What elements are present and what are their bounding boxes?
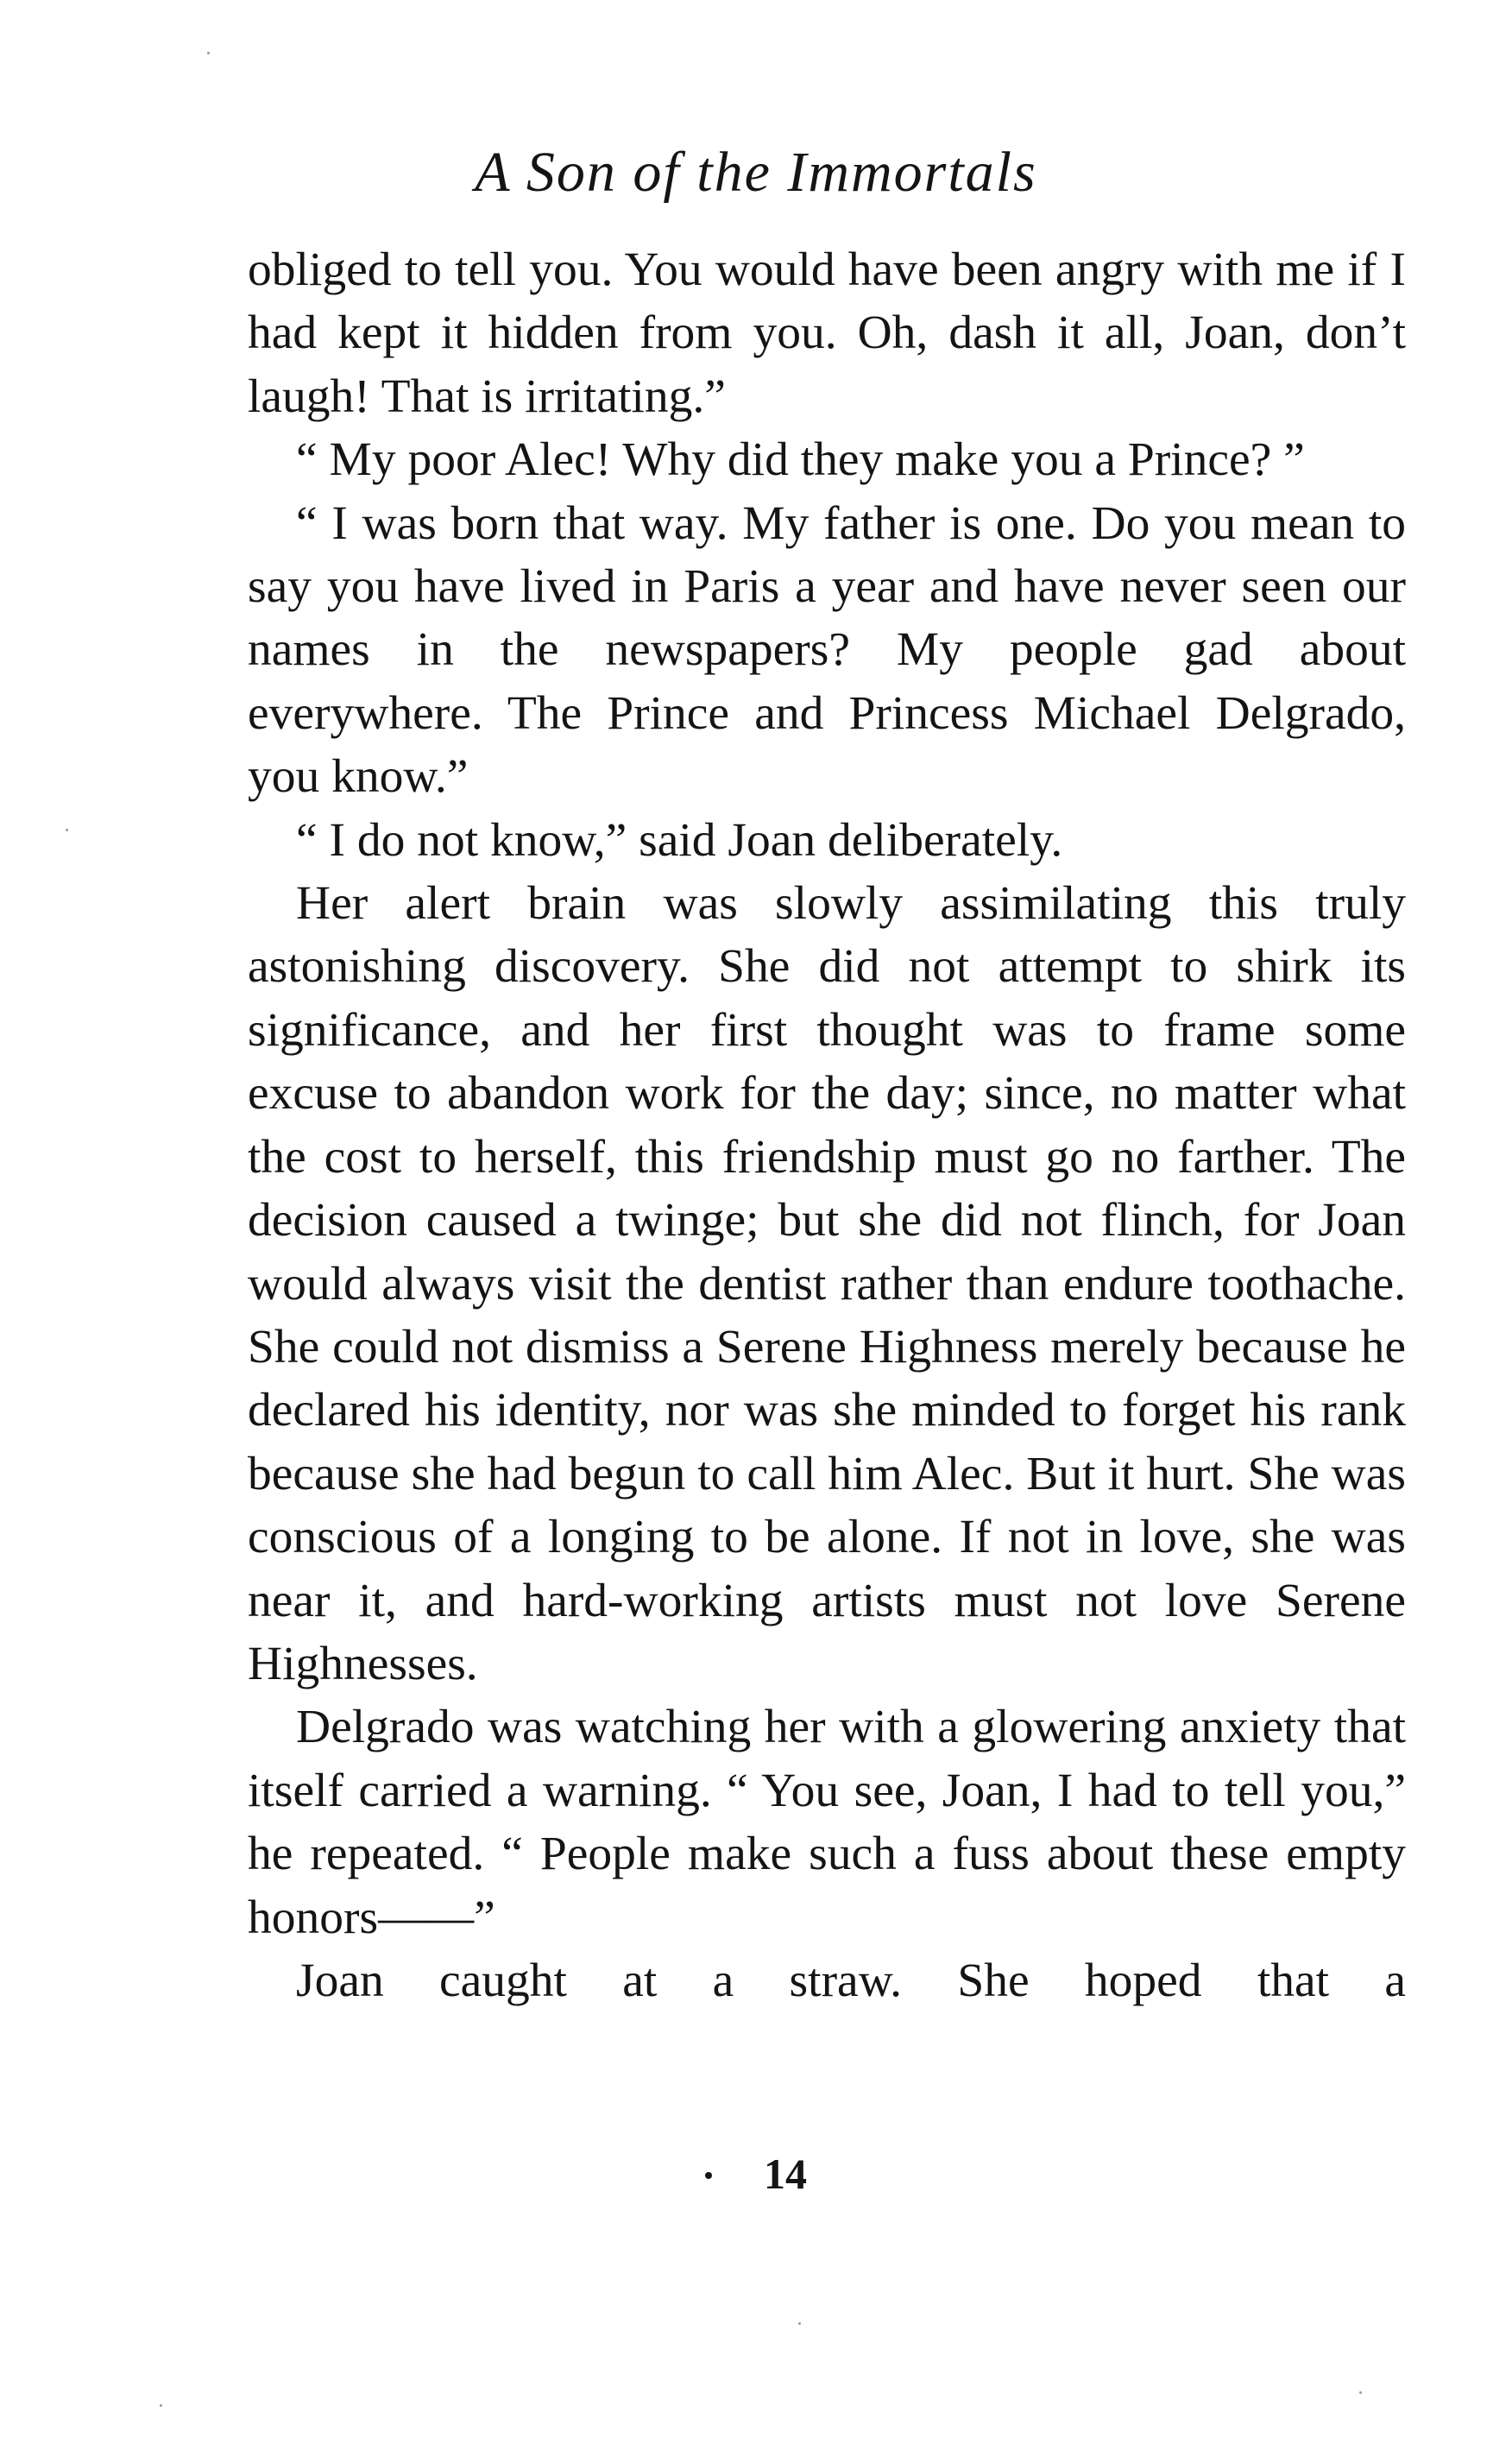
running-head: A Son of the Immortals (475, 141, 1037, 204)
paragraph-1: obliged to tell you. You would have been angry with me if I had kept it hidden from you. Oh, dash it all, Joan, don’t laugh! That is irritating.” (248, 243, 1406, 423)
paper-speck (207, 52, 210, 54)
paragraph-6: Delgrado was watching her with a glowering anxiety that itself carried a warning. “ You see, Joan, I had to tell you,” he repeated. “ People make such a fuss about these empty honors——” (248, 1701, 1406, 1944)
body-text (248, 238, 1406, 2012)
paper-speck (1359, 2391, 1362, 2394)
paper-speck (66, 829, 68, 831)
page-number: 14 (764, 2150, 807, 2198)
paragraph-2: “ My poor Alec! Why did they make you a Prince? ” (296, 433, 1305, 487)
page-footer (0, 2148, 1512, 2200)
paragraph-5: Her alert brain was slowly assimilating this truly astonishing discovery. She did not attempt to shirk its significance, and her first thought was to frame some excuse to abandon work for the day; since, no matter what the cost to herself, this friendship must go no farther. The decision caused a twinge; but she did not flinch, for Joan would always visit the dentist rather than endure toothache. She could not dismiss a Serene Highness merely because he declared his identity, nor was she minded to forget his rank because she had begun to call him Alec. But it hurt. She was conscious of a longing to be alone. If not in love, she was near it, and hard-working artists must not love Serene Highnesses. (248, 877, 1406, 1690)
paragraph-3: “ I was born that way. My father is one. Do you mean to say you have lived in Paris a year and have never seen our names in the newspapers? My people gad about everywhere. The Prince and Princess Michael Delgrado, you know.” (248, 496, 1406, 804)
paragraph-7: Joan caught at a straw. She hoped that a (296, 1954, 1406, 2007)
paper-speck (798, 2322, 801, 2325)
paragraph-4: “ I do not know,” said Joan deliberately. (296, 813, 1063, 867)
paper-speck (160, 2404, 162, 2407)
bullet-mark-icon (705, 2172, 712, 2179)
